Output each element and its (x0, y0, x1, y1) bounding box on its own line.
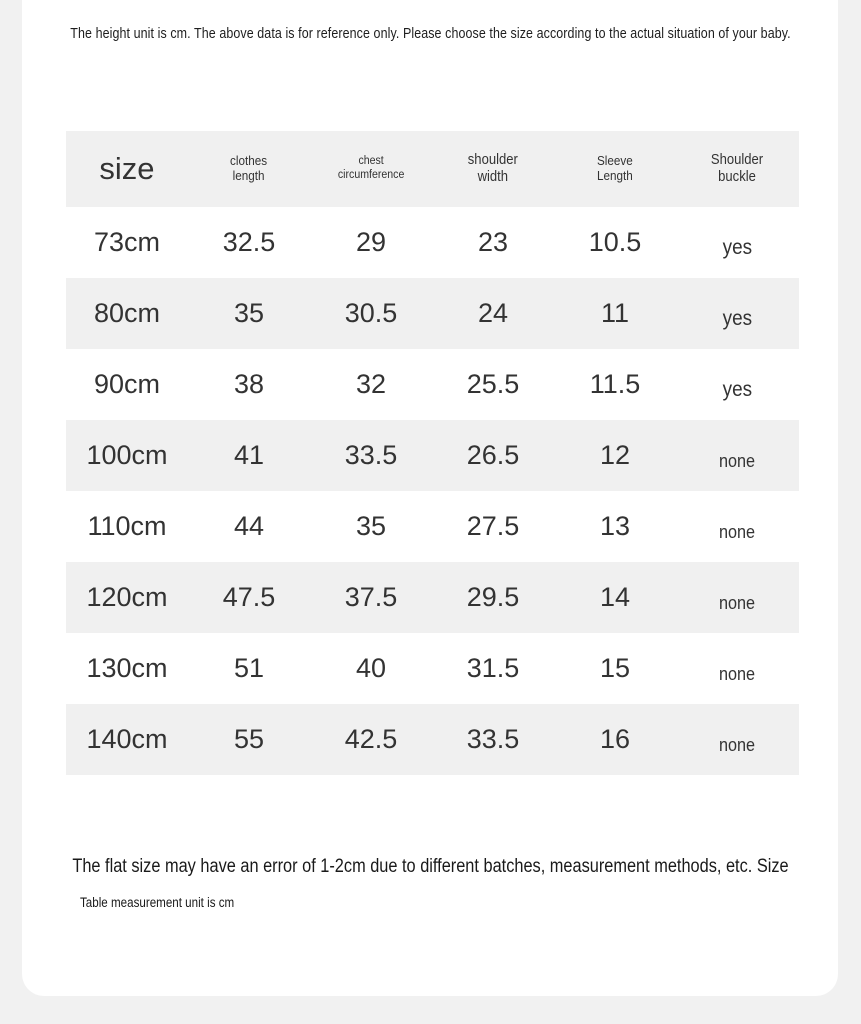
cell-clothes-length: 55 (188, 704, 310, 775)
cell-size: 73cm (93, 227, 161, 257)
cell-chest: 30.5 (310, 278, 432, 349)
cell-buckle (676, 349, 799, 420)
buckle-value: yes (722, 378, 753, 401)
header-buckle-line1: Shoulder (711, 151, 764, 168)
cell-shoulder: 33.5 (432, 704, 554, 775)
cell-size: 130cm (86, 653, 168, 683)
cell-clothes-length: 41 (188, 420, 310, 491)
header-sleeve-line1: Sleeve (597, 152, 633, 168)
cell-shoulder: 25.5 (466, 369, 520, 399)
header-shoulder-width (432, 131, 554, 207)
cell-chest: 42.5 (310, 704, 432, 775)
header-chest-line1: chest (358, 155, 384, 167)
header-sleeve-length (554, 131, 676, 207)
size-chart-table (66, 131, 799, 775)
cell-shoulder: 27.5 (466, 511, 520, 541)
header-clothes-length-line2: length (233, 168, 265, 184)
buckle-value: none (719, 664, 756, 684)
cell-shoulder: 29.5 (432, 562, 554, 633)
cell-sleeve: 11.5 (589, 369, 641, 399)
cell-chest: 32 (355, 369, 387, 399)
cell-clothes-length: 44 (233, 511, 265, 541)
cell-shoulder: 24 (432, 278, 554, 349)
table-row (66, 491, 799, 562)
header-chest-line2: circumference (337, 168, 405, 181)
buckle-value: none (719, 522, 756, 542)
cell-buckle (676, 633, 799, 704)
cell-buckle (676, 207, 799, 278)
table-row (66, 349, 799, 420)
buckle-value: yes (722, 307, 753, 330)
table-row (66, 420, 799, 491)
table-row (66, 633, 799, 704)
header-shoulder-width-line2: width (477, 169, 509, 185)
header-clothes-length-line1: clothes (230, 152, 268, 168)
cell-shoulder: 31.5 (466, 653, 520, 683)
cell-size: 90cm (93, 369, 161, 399)
cell-size: 110cm (87, 511, 167, 541)
table-row (66, 278, 799, 349)
cell-clothes-length: 47.5 (188, 562, 310, 633)
buckle-value: none (719, 593, 756, 613)
reference-note: The height unit is cm. The above data is for reference only. Please choose the size according to the actual situation of your baby. (70, 26, 791, 42)
cell-sleeve: 10.5 (588, 227, 642, 257)
table-row (66, 562, 799, 633)
buckle-value: none (719, 451, 756, 471)
measurement-error-note: The flat size may have an error of 1-2cm due to different batches, measurement methods, etc. Size (72, 856, 789, 877)
cell-sleeve: 13 (599, 511, 631, 541)
header-shoulder-width-line1: shoulder (467, 151, 519, 168)
cell-clothes-length: 35 (188, 278, 310, 349)
cell-sleeve: 12 (554, 420, 676, 491)
cell-clothes-length: 38 (233, 369, 265, 399)
cell-size: 80cm (66, 278, 188, 349)
cell-buckle (676, 704, 799, 775)
cell-shoulder: 23 (477, 227, 509, 257)
header-size: size (66, 131, 188, 207)
cell-size: 120cm (66, 562, 188, 633)
cell-chest: 33.5 (310, 420, 432, 491)
cell-sleeve: 11 (554, 278, 676, 349)
cell-chest: 35 (355, 511, 387, 541)
header-clothes-length (188, 131, 310, 207)
table-header-row (66, 131, 799, 207)
cell-size: 100cm (66, 420, 188, 491)
header-buckle-line2: buckle (718, 169, 757, 185)
cell-sleeve: 16 (554, 704, 676, 775)
cell-sleeve: 14 (554, 562, 676, 633)
cell-size: 140cm (66, 704, 188, 775)
cell-sleeve: 15 (599, 653, 631, 683)
cell-buckle (676, 491, 799, 562)
buckle-value: yes (722, 236, 753, 259)
cell-chest: 37.5 (310, 562, 432, 633)
cell-clothes-length: 32.5 (222, 227, 276, 257)
cell-chest: 40 (355, 653, 387, 683)
buckle-value: none (719, 735, 756, 755)
cell-shoulder: 26.5 (432, 420, 554, 491)
cell-buckle (676, 278, 799, 349)
cell-clothes-length: 51 (233, 653, 265, 683)
cell-buckle (676, 562, 799, 633)
cell-buckle (676, 420, 799, 491)
cell-chest: 29 (355, 227, 387, 257)
table-row (66, 207, 799, 278)
table-row (66, 704, 799, 775)
unit-note: Table measurement unit is cm (80, 895, 235, 910)
header-sleeve-line2: Length (597, 168, 633, 184)
header-chest-circumference (310, 131, 432, 207)
header-shoulder-buckle (676, 131, 799, 207)
